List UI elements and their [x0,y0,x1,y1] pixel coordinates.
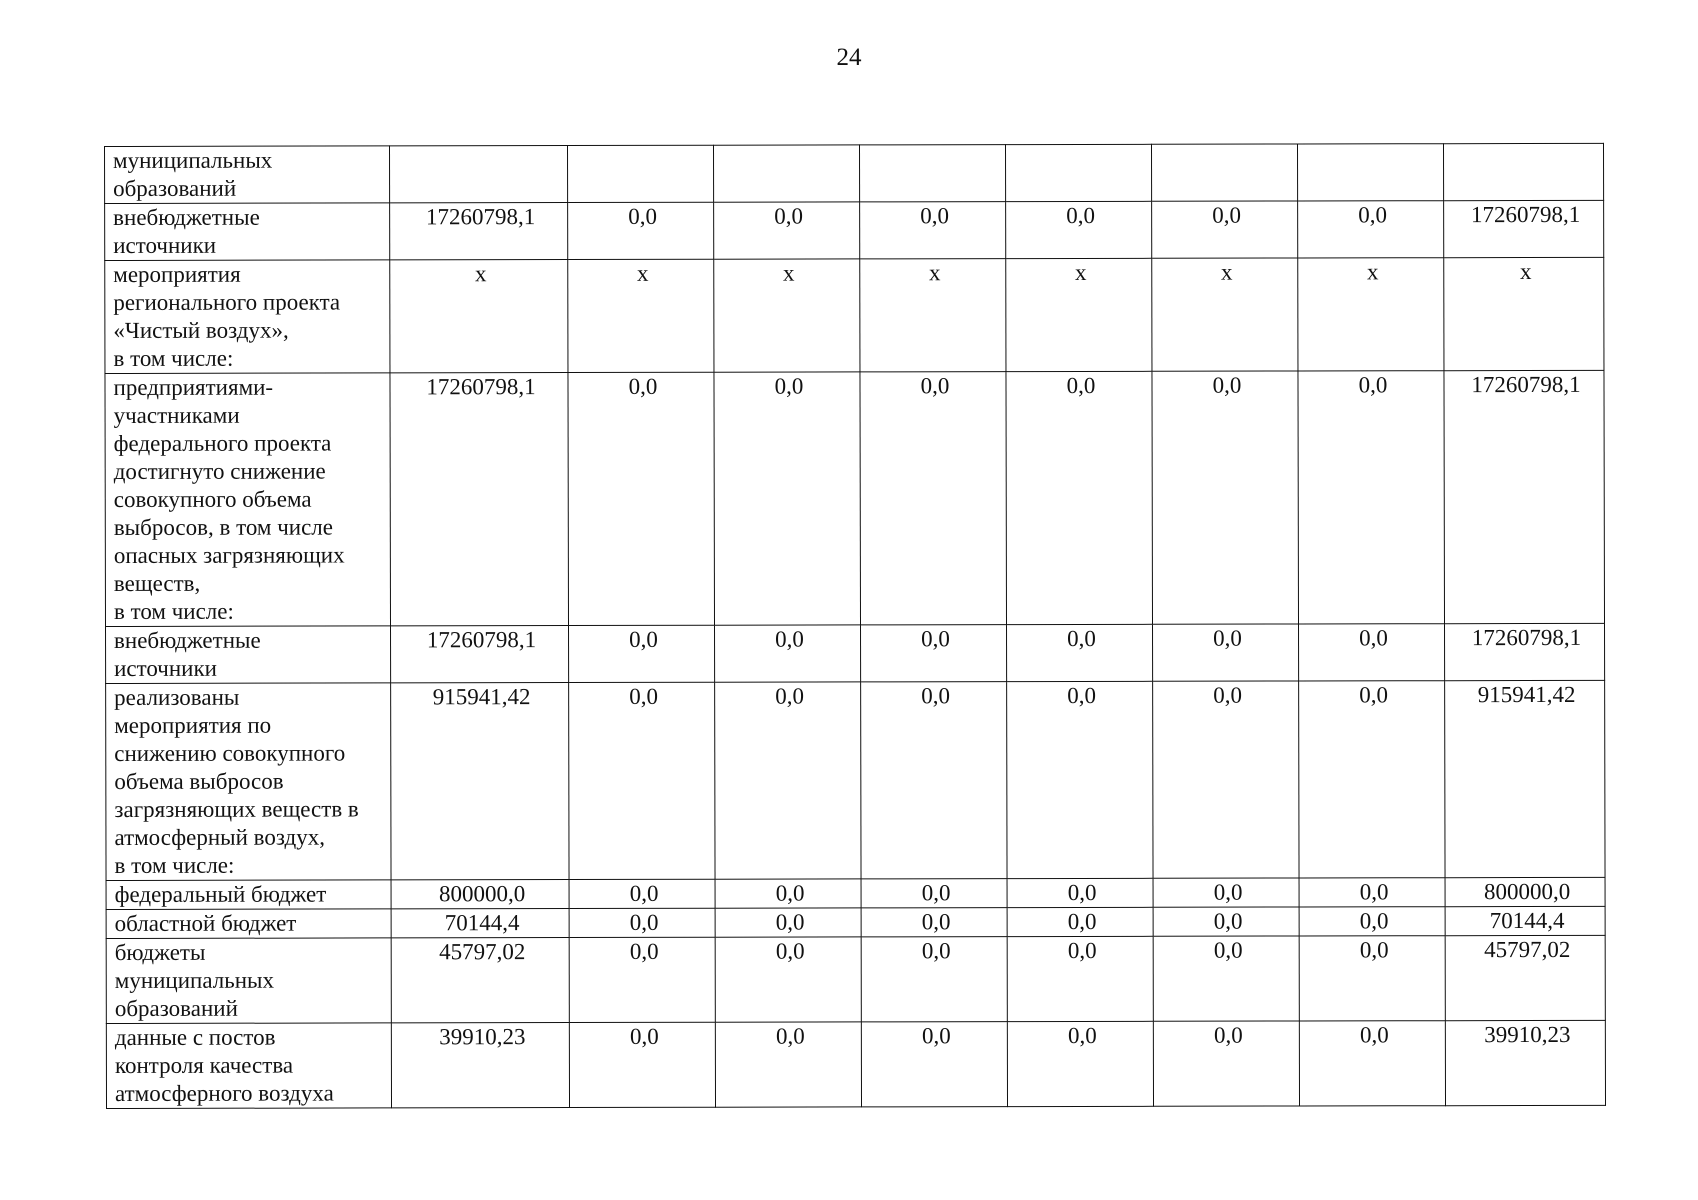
value-cell: 0,0 [1006,201,1152,258]
value-cell: 915941,42 [391,683,569,880]
value-cell [1297,144,1443,201]
row-label: бюджеты муниципальных образований [106,938,391,1024]
budget-table [104,143,1606,1109]
value-cell: 0,0 [1299,878,1445,907]
value-cell: х [390,260,568,373]
value-cell: 0,0 [861,908,1007,937]
value-cell: 0,0 [1298,371,1445,624]
value-cell: 800000,0 [391,880,569,909]
value-cell: 0,0 [715,1022,861,1107]
value-cell: 70144,4 [1445,906,1605,935]
table-row [106,906,1605,938]
value-cell: 0,0 [1007,936,1153,1021]
value-cell: 39910,23 [391,1023,569,1108]
value-cell: 0,0 [1153,1021,1299,1106]
value-cell: 0,0 [1153,907,1299,936]
row-label: данные с постов контроля качества атмосферного воздуха [106,1023,391,1109]
value-cell: 0,0 [569,1022,715,1107]
value-cell [859,145,1005,202]
table-row [106,1020,1605,1108]
value-cell: 39910,23 [1445,1020,1605,1105]
value-cell: 17260798,1 [390,373,569,626]
value-cell: 0,0 [1153,878,1299,907]
value-cell: х [714,259,860,372]
value-cell [390,146,568,203]
table-row [106,935,1605,1023]
value-cell [1151,144,1297,201]
value-cell: 0,0 [861,937,1007,1022]
value-cell: 17260798,1 [390,203,568,260]
value-cell: 0,0 [1299,1021,1445,1106]
table-row [105,143,1604,203]
value-cell: 0,0 [1007,1021,1153,1106]
value-cell: 0,0 [1007,907,1153,936]
row-label: муниципальных образований [105,146,390,204]
value-cell: 17260798,1 [1444,370,1605,623]
value-cell [713,145,859,202]
value-cell: х [1006,258,1152,371]
table-row [106,680,1605,880]
value-cell: 0,0 [1006,371,1153,624]
value-cell: 0,0 [714,202,860,259]
table-row [106,877,1605,909]
value-cell: 0,0 [861,1022,1007,1107]
value-cell [1443,143,1603,200]
table-row [106,623,1605,683]
row-label: мероприятия регионального проекта «Чистый воздух», в том числе: [105,260,390,374]
value-cell: 0,0 [715,682,861,879]
value-cell: 45797,02 [391,938,569,1023]
value-cell: 0,0 [1299,681,1445,878]
value-cell: х [1298,258,1444,371]
value-cell: х [568,259,714,372]
value-cell: 70144,4 [391,909,569,938]
value-cell: 0,0 [1152,371,1299,624]
value-cell: 0,0 [860,202,1006,259]
value-cell: 800000,0 [1445,877,1605,906]
row-label: реализованы мероприятия по снижению совокупного объема выбросов загрязняющих веществ в атмосферный воздух, в том числе: [106,683,391,881]
value-cell: 915941,42 [1445,680,1605,877]
row-label: внебюджетные источники [105,203,390,261]
value-cell: х [1444,257,1604,370]
value-cell: 0,0 [714,372,861,625]
value-cell: 0,0 [568,202,714,259]
value-cell: 0,0 [861,879,1007,908]
value-cell: 0,0 [569,937,715,1022]
value-cell: 0,0 [1152,201,1298,258]
value-cell: 0,0 [715,908,861,937]
value-cell: х [860,259,1006,372]
value-cell: 17260798,1 [1445,623,1605,680]
value-cell: 0,0 [569,682,715,879]
row-label: областной бюджет [106,909,391,939]
value-cell [568,145,714,202]
value-cell: 45797,02 [1445,935,1605,1020]
value-cell: 0,0 [715,625,861,682]
table-row [105,370,1605,626]
value-cell: 0,0 [1153,624,1299,681]
value-cell: 0,0 [860,372,1007,625]
value-cell: 0,0 [1299,936,1445,1021]
row-label: внебюджетные источники [106,626,391,684]
value-cell: 0,0 [1007,624,1153,681]
value-cell: 0,0 [569,908,715,937]
value-cell [1005,144,1151,201]
table-row [105,257,1604,373]
value-cell: 17260798,1 [391,626,569,683]
value-cell: 0,0 [1153,936,1299,1021]
value-cell: 0,0 [1007,878,1153,907]
value-cell: 0,0 [1007,681,1153,878]
value-cell: 0,0 [1299,624,1445,681]
table-row [105,200,1604,260]
value-cell: 0,0 [1153,681,1299,878]
value-cell: 0,0 [715,937,861,1022]
page-number: 24 [836,44,862,71]
value-cell: 0,0 [715,879,861,908]
value-cell: 0,0 [568,372,715,625]
value-cell: 0,0 [861,625,1007,682]
value-cell: х [1152,258,1298,371]
value-cell: 0,0 [861,682,1007,879]
value-cell: 17260798,1 [1444,200,1604,257]
value-cell: 0,0 [569,625,715,682]
row-label: федеральный бюджет [106,880,391,910]
value-cell: 0,0 [1299,907,1445,936]
value-cell: 0,0 [1298,201,1444,258]
row-label: предприятиями- участниками федерального проекта достигнуто снижение совокупного объема выбросов, в том числе опасных загрязняющих веществ, в том числе: [105,373,391,627]
value-cell: 0,0 [569,879,715,908]
